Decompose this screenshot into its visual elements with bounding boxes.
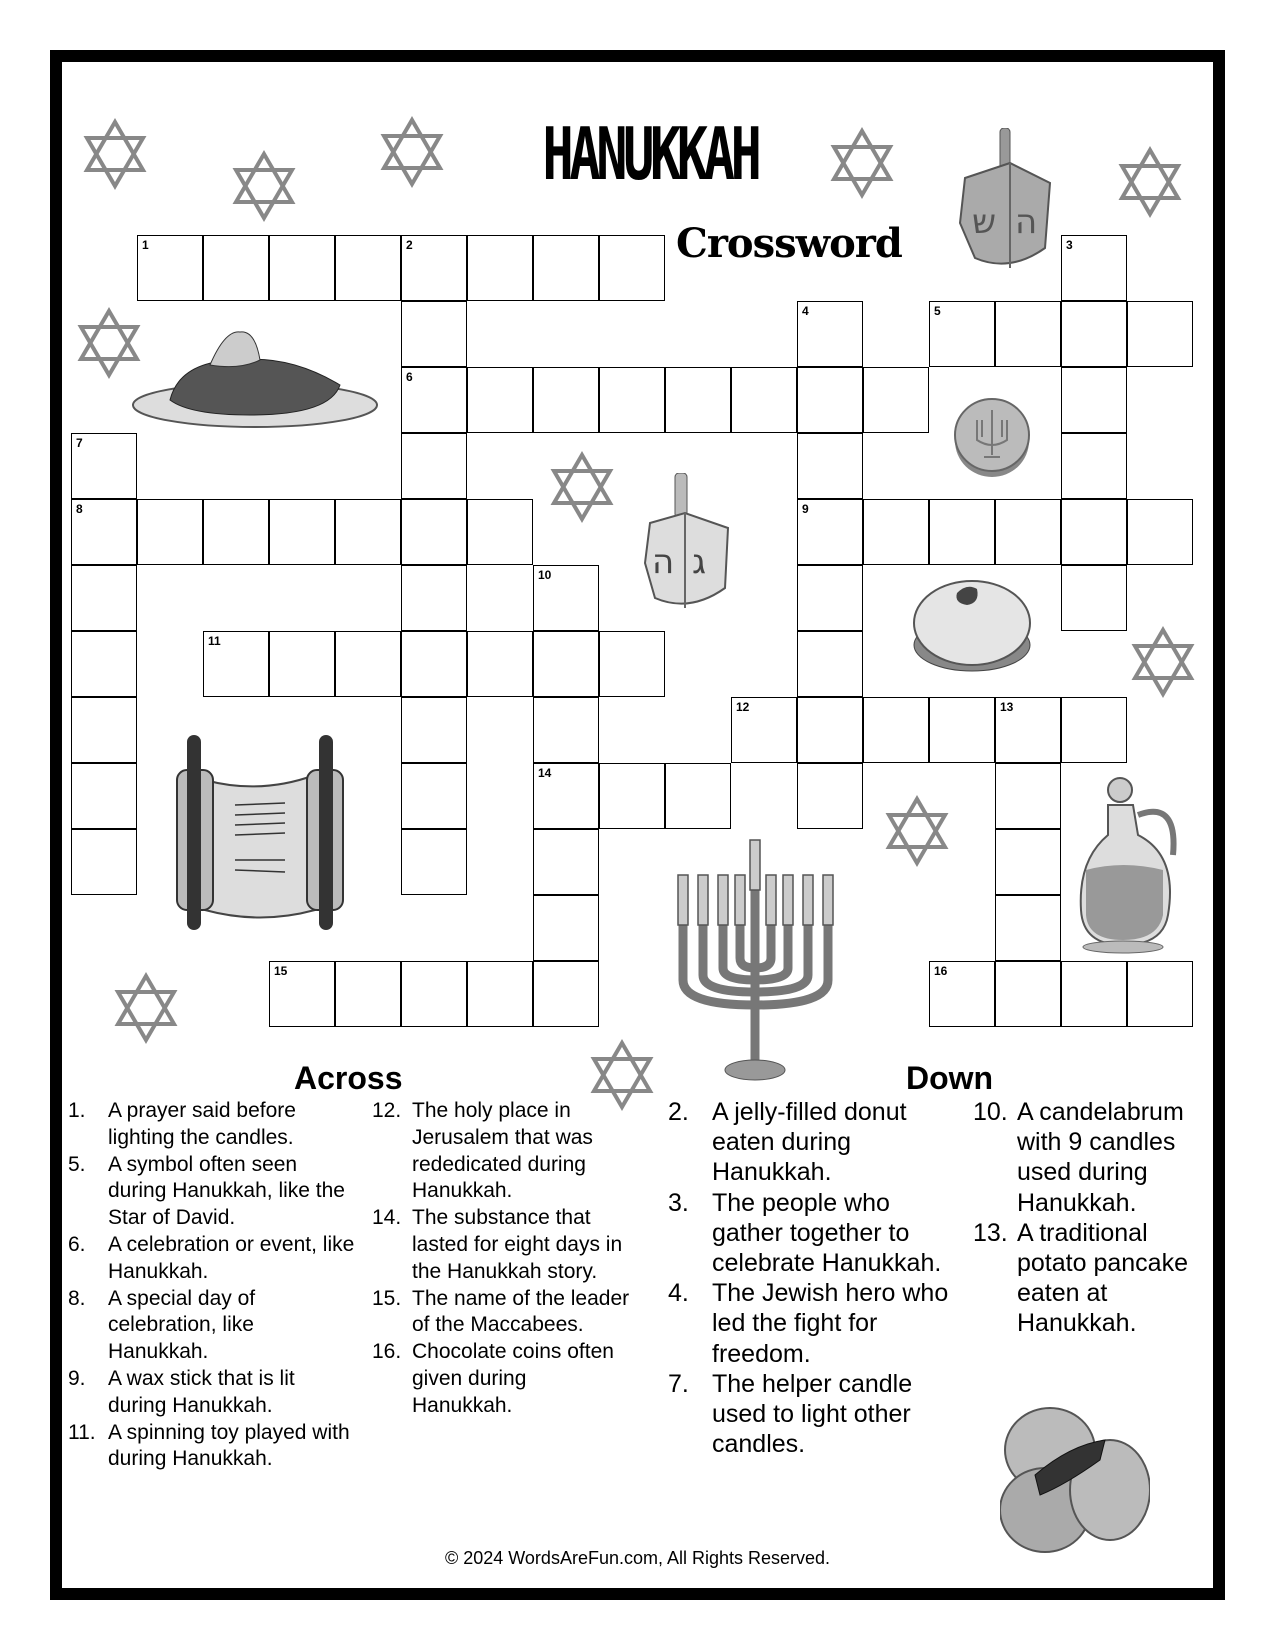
across-clues-col-2 [372, 1098, 632, 1420]
down-clues-col-1 [668, 1097, 958, 1459]
svg-text:ש: ש [972, 202, 997, 242]
crossword-cell[interactable] [71, 433, 137, 499]
menorah-icon [668, 830, 843, 1085]
crossword-cell[interactable] [1061, 697, 1127, 763]
crossword-cell[interactable] [797, 499, 863, 565]
clue-across-1: 1. A prayer said before lighting the candles. [68, 1099, 296, 1149]
crossword-cell[interactable] [1127, 961, 1193, 1027]
crossword-cell[interactable] [995, 829, 1061, 895]
clue-number: 10 [538, 568, 552, 582]
clue-number: 7 [76, 436, 83, 450]
crossword-cell[interactable] [995, 301, 1061, 367]
star-of-david-icon [114, 972, 178, 1044]
clue-number: 15 [274, 964, 288, 978]
crossword-cell[interactable] [533, 829, 599, 895]
crossword-cell[interactable] [137, 235, 203, 301]
crossword-cell[interactable] [467, 961, 533, 1027]
crossword-cell[interactable] [665, 367, 731, 433]
crossword-cell[interactable] [599, 763, 665, 829]
star-of-david-icon [83, 118, 147, 190]
crossword-cell[interactable] [401, 961, 467, 1027]
crossword-cell[interactable] [71, 565, 137, 631]
clue-number: 16 [934, 964, 948, 978]
clue-across-8: 8. A special day of celebration, like Hanukkah. [68, 1286, 256, 1364]
crossword-cell[interactable] [203, 235, 269, 301]
crossword-cell[interactable] [533, 235, 599, 301]
crossword-cell[interactable] [863, 367, 929, 433]
crossword-cell[interactable] [467, 235, 533, 301]
crossword-cell[interactable] [269, 631, 335, 697]
crossword-cell[interactable] [599, 235, 665, 301]
svg-text:ה: ה [652, 542, 675, 582]
gelt-coin-icon [952, 395, 1032, 480]
star-of-david-icon [550, 451, 614, 523]
crossword-cell[interactable] [929, 499, 995, 565]
crossword-cell[interactable] [929, 961, 995, 1027]
crossword-cell[interactable] [533, 895, 599, 961]
clue-down-7: 7. The helper candle used to light other candles. [668, 1369, 913, 1459]
clue-number: 9 [802, 502, 809, 516]
crossword-cell[interactable] [1061, 367, 1127, 433]
crossword-cell[interactable] [335, 499, 401, 565]
crossword-cell[interactable] [731, 367, 797, 433]
crossword-cell[interactable] [467, 631, 533, 697]
clue-across-11: 11. A spinning toy played with during Hanukkah. [68, 1420, 350, 1471]
crossword-cell[interactable] [995, 895, 1061, 961]
crossword-cell[interactable] [401, 829, 467, 895]
crossword-cell[interactable] [1061, 961, 1127, 1027]
star-of-david-icon [885, 795, 949, 867]
crossword-cell[interactable] [929, 301, 995, 367]
crossword-cell[interactable] [863, 499, 929, 565]
crossword-cell[interactable] [335, 631, 401, 697]
crossword-cell[interactable] [401, 697, 467, 763]
crossword-cell[interactable] [797, 565, 863, 631]
crossword-cell[interactable] [533, 565, 599, 631]
crossword-cell[interactable] [401, 301, 467, 367]
crossword-cell[interactable] [269, 961, 335, 1027]
dreidel-icon [640, 473, 735, 613]
crossword-cell[interactable] [269, 499, 335, 565]
crossword-cell[interactable] [533, 631, 599, 697]
crossword-cell[interactable] [1061, 433, 1127, 499]
clue-across-6: 6. A celebration or event, like Hanukkah. [68, 1232, 355, 1283]
crossword-cell[interactable] [995, 697, 1061, 763]
oil-jug-icon [1078, 775, 1188, 955]
clue-down-13: 13. A traditional potato pancake eaten at Hanukkah. [973, 1218, 1188, 1338]
crossword-cell[interactable] [797, 697, 863, 763]
clue-number: 6 [406, 370, 413, 384]
crossword-cell[interactable] [401, 565, 467, 631]
across-clues-col-1 [68, 1098, 358, 1473]
crossword-cell[interactable] [533, 697, 599, 763]
crossword-cell[interactable] [797, 367, 863, 433]
clue-number: 5 [934, 304, 941, 318]
down-heading: Down [906, 1060, 994, 1096]
gelt-coins-pile-icon [1000, 1405, 1150, 1555]
clue-down-2: 2. A jelly-filled donut eaten during Hanukkah. [668, 1098, 907, 1187]
crossword-cell[interactable] [401, 631, 467, 697]
crossword-cell[interactable] [401, 763, 467, 829]
crossword-cell[interactable] [467, 499, 533, 565]
crossword-cell[interactable] [71, 697, 137, 763]
crossword-cell[interactable] [929, 697, 995, 763]
star-of-david-icon [232, 150, 296, 222]
svg-text:ה: ה [1015, 202, 1038, 242]
clue-number: 1 [142, 238, 149, 252]
across-heading: Across [294, 1060, 403, 1096]
page-title: HANUKKAH [542, 112, 758, 196]
sufganiyah-donut-icon [912, 575, 1032, 675]
crossword-cell[interactable] [731, 697, 797, 763]
crossword-cell[interactable] [269, 235, 335, 301]
crossword-cell[interactable] [599, 367, 665, 433]
crossword-cell[interactable] [1127, 499, 1193, 565]
star-of-david-icon [1118, 146, 1182, 218]
crossword-cell[interactable] [203, 499, 269, 565]
clue-number: 4 [802, 304, 809, 318]
crossword-cell[interactable] [71, 763, 137, 829]
clue-across-15: 15. The name of the leader of the Maccabees. [372, 1286, 630, 1337]
crossword-cell[interactable] [1061, 301, 1127, 367]
clue-number: 13 [1000, 700, 1014, 714]
star-of-david-icon [830, 127, 894, 199]
clue-across-5: 5. A symbol often seen during Hanukkah, like the Star of David. [68, 1152, 345, 1230]
clue-number: 14 [538, 766, 552, 780]
clue-across-16: 16. Chocolate coins often given during Hanukkah. [372, 1340, 614, 1417]
crossword-cell[interactable] [401, 433, 467, 499]
star-of-david-icon [1131, 626, 1195, 698]
crossword-cell[interactable] [335, 235, 401, 301]
clue-across-14: 14. The substance that lasted for eight days in the Hanukkah story. [372, 1206, 623, 1283]
copyright-footer: © 2024 WordsAreFun.com, All Rights Reserved. [444, 1548, 831, 1568]
crossword-cell[interactable] [797, 301, 863, 367]
crossword-cell[interactable] [995, 499, 1061, 565]
crossword-cell[interactable] [203, 631, 269, 697]
clue-number: 12 [736, 700, 750, 714]
crossword-cell[interactable] [467, 367, 533, 433]
crossword-cell[interactable] [1061, 565, 1127, 631]
clue-number: 11 [208, 634, 221, 648]
crossword-cell[interactable] [995, 961, 1061, 1027]
crossword-cell[interactable] [1127, 301, 1193, 367]
crossword-cell[interactable] [137, 499, 203, 565]
crossword-cell[interactable] [995, 763, 1061, 829]
crossword-cell[interactable] [533, 961, 599, 1027]
star-of-david-icon [380, 116, 444, 188]
crossword-cell[interactable] [71, 829, 137, 895]
clue-number: 8 [76, 502, 83, 516]
clue-across-9: 9. A wax stick that is lit during Hanukkah. [68, 1366, 295, 1417]
page-subtitle: Crossword [676, 220, 902, 267]
dreidel-icon [950, 128, 1060, 278]
crossword-cell[interactable] [401, 235, 467, 301]
crossword-cell[interactable] [1061, 499, 1127, 565]
crossword-cell[interactable] [797, 763, 863, 829]
crossword-cell[interactable] [71, 499, 137, 565]
clue-down-3: 3. The people who gather together to celebrate Hanukkah. [668, 1188, 942, 1278]
crossword-cell[interactable] [533, 367, 599, 433]
latkes-plate-icon [130, 330, 380, 430]
clue-down-10: 10. A candelabrum with 9 candles used during Hanukkah. [973, 1098, 1184, 1217]
crossword-cell[interactable] [533, 763, 599, 829]
crossword-cell[interactable] [797, 631, 863, 697]
clue-down-4: 4. The Jewish hero who led the fight for freedom. [668, 1279, 949, 1368]
crossword-cell[interactable] [401, 367, 467, 433]
clue-number: 2 [406, 238, 413, 252]
crossword-cell[interactable] [71, 631, 137, 697]
clue-across-12: 12. The holy place in Jerusalem that was rededicated during Hanukkah. [372, 1099, 593, 1203]
crossword-cell[interactable] [599, 631, 665, 697]
clue-number: 3 [1066, 238, 1073, 252]
crossword-cell[interactable] [401, 499, 467, 565]
down-clues-col-2 [973, 1097, 1213, 1339]
torah-scroll-icon [165, 735, 355, 930]
crossword-cell[interactable] [1061, 235, 1127, 301]
crossword-cell[interactable] [665, 763, 731, 829]
svg-text:ג: ג [692, 542, 707, 582]
crossword-cell[interactable] [863, 697, 929, 763]
crossword-cell[interactable] [335, 961, 401, 1027]
crossword-cell[interactable] [797, 433, 863, 499]
